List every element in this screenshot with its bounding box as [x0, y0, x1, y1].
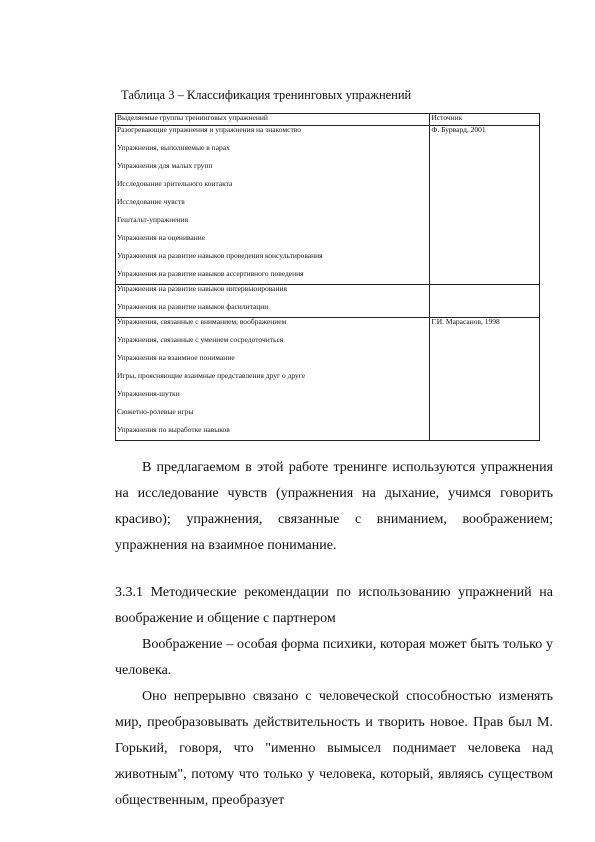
- group-item: Разогревающие упражнения и упражнения на знакомство: [117, 126, 302, 134]
- table-row-section3: [116, 318, 540, 441]
- section3-source: Г.И. Марасанов, 1998: [430, 318, 540, 441]
- section-block: [115, 580, 553, 814]
- group-item: Упражнения на развитие навыков фасилитации: [117, 303, 269, 311]
- table-row-section2: [116, 285, 540, 318]
- paragraph-1-block: [115, 455, 553, 559]
- table-header-row: [116, 114, 540, 126]
- table-row-section1: [116, 126, 540, 285]
- group-item: Упражнения на развитие навыков ассертивного поведения: [117, 270, 304, 278]
- classification-table: [115, 113, 540, 441]
- section2-source: [430, 285, 540, 318]
- group-item: Упражнения для малых групп: [117, 162, 213, 170]
- header-groups: Выделяемые группы тренинговых упражнений: [116, 114, 430, 126]
- table-caption: Таблица 3 – Классификация тренинговых упражнений: [121, 88, 412, 102]
- section1-source: Ф. Бурвард, 2001: [430, 126, 540, 285]
- paragraph-2: Воображение – особая форма психики, которая может быть только у человека.: [115, 637, 553, 678]
- paragraph-1: В предлагаемом в этой работе тренинге используются упражнения на исследование чувств (упражнения на дыхание, учимся говорить красиво); упражнения, связанные с вниманием, воображением; упражнения на взаимное понимание.: [115, 460, 553, 553]
- group-item: Сюжетно-ролевые игры: [117, 408, 194, 416]
- section3-groups: [116, 318, 430, 441]
- group-item: Упражнения, связанные с вниманием, воображением: [117, 318, 287, 326]
- group-item: Упражнения на развитие навыков проведения консультирования: [117, 252, 323, 260]
- paragraph-3: Оно непрерывно связано с человеческой способностью изменять мир, преобразовывать действительность и творить новое. Прав был М. Горький, говоря, что "именно вымысел поднимает человека над животным", потому что только у человека, который, являясь существом общественным, преобразует: [115, 689, 553, 808]
- group-item: Упражнения на развитие навыков интервьюирования: [117, 285, 287, 293]
- group-item: Упражнения по выработке навыков: [117, 426, 230, 434]
- group-item: Упражнения на оценивание: [117, 234, 206, 242]
- section-heading: 3.3.1 Методические рекомендации по использованию упражнений на воображение и общение с партнером: [115, 585, 553, 626]
- group-item: Упражнения, выполняемые в парах: [117, 144, 230, 152]
- group-item: Исследование чувств: [117, 198, 185, 206]
- section2-groups: [116, 285, 430, 318]
- group-item: Упражнения-шутки: [117, 390, 180, 398]
- group-item: Упражнения на взаимное понимание: [117, 354, 235, 362]
- group-item: Игры, проясняющие взаимные представления друг о друге: [117, 372, 306, 380]
- group-item: Исследование зрительного контакта: [117, 180, 233, 188]
- header-source: Источник: [430, 114, 540, 126]
- section1-groups: [116, 126, 430, 285]
- group-item: Упражнения, связанные с умением сосредоточиться: [117, 336, 284, 344]
- group-item: Гештальт-упражнения: [117, 216, 189, 224]
